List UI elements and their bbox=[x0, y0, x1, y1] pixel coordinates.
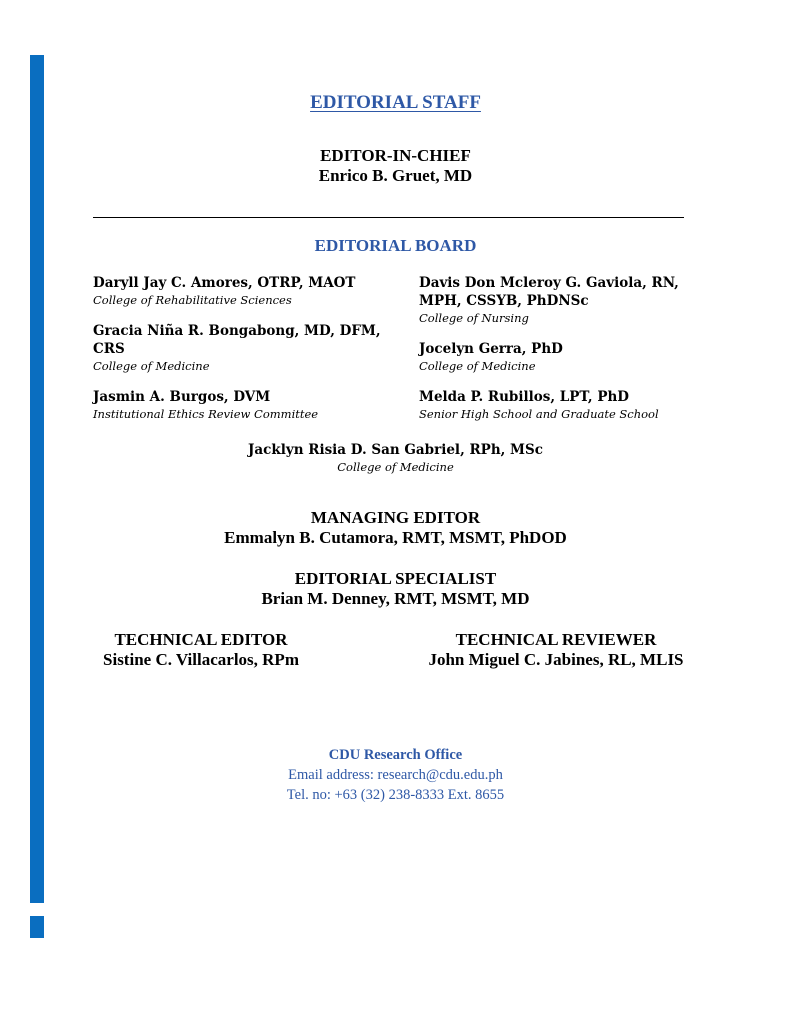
board-member bbox=[0, 441, 791, 476]
technical-reviewer-name: John Miguel C. Jabines, RL, MLIS bbox=[428, 650, 684, 669]
editor-in-chief-heading: EDITOR-IN-CHIEF bbox=[320, 146, 471, 165]
editorial-board-heading: EDITORIAL BOARD bbox=[314, 236, 477, 255]
board-member bbox=[419, 340, 719, 375]
office-email: Email address: research@cdu.edu.ph bbox=[288, 767, 503, 783]
board-member-name: Jasmin A. Burgos, DVM bbox=[93, 389, 271, 405]
board-member bbox=[93, 274, 393, 309]
board-member-affiliation: College of Medicine bbox=[337, 460, 454, 474]
board-member-name: Melda P. Rubillos, LPT, PhD bbox=[419, 389, 630, 405]
board-member bbox=[419, 388, 719, 423]
board-member-affiliation: College of Medicine bbox=[93, 359, 210, 373]
board-member bbox=[93, 388, 393, 423]
board-member bbox=[93, 322, 383, 375]
technical-editor-heading: TECHNICAL EDITOR bbox=[114, 630, 288, 649]
office-name: CDU Research Office bbox=[328, 747, 463, 763]
board-member-affiliation: College of Nursing bbox=[419, 311, 529, 325]
board-member-name: Jacklyn Risia D. San Gabriel, RPh, MSc bbox=[248, 442, 543, 458]
editor-in-chief-section bbox=[0, 146, 791, 186]
editorial-specialist-heading: EDITORIAL SPECIALIST bbox=[294, 569, 497, 588]
editor-in-chief-name: Enrico B. Gruet, MD bbox=[318, 166, 473, 185]
board-member-name: Gracia Niña R. Bongabong, MD, DFM, CRS bbox=[93, 323, 381, 357]
board-member-affiliation: College of Medicine bbox=[419, 359, 536, 373]
office-telephone: Tel. no: +63 (32) 238-8333 Ext. 8655 bbox=[286, 787, 505, 803]
board-member bbox=[419, 274, 699, 327]
technical-reviewer-heading: TECHNICAL REVIEWER bbox=[455, 630, 657, 649]
technical-editor-section bbox=[93, 630, 309, 670]
managing-editor-name: Emmalyn B. Cutamora, RMT, MSMT, PhDOD bbox=[224, 528, 567, 547]
editorial-specialist-section bbox=[0, 569, 791, 609]
technical-reviewer-section bbox=[419, 630, 693, 670]
page-title: EDITORIAL STAFF bbox=[310, 92, 481, 113]
left-accent-block bbox=[30, 916, 44, 938]
research-office-contact bbox=[0, 745, 791, 805]
managing-editor-section bbox=[0, 508, 791, 548]
technical-editor-name: Sistine C. Villacarlos, RPm bbox=[103, 650, 299, 669]
board-member-name: Davis Don Mcleroy G. Gaviola, RN, MPH, CSSYB, PhDNSc bbox=[419, 275, 679, 309]
board-member-affiliation: Institutional Ethics Review Committee bbox=[93, 407, 319, 421]
board-member-affiliation: College of Rehabilitative Sciences bbox=[93, 293, 292, 307]
editorial-specialist-name: Brian M. Denney, RMT, MSMT, MD bbox=[261, 589, 530, 608]
board-member-name: Daryll Jay C. Amores, OTRP, MAOT bbox=[93, 275, 356, 291]
board-member-name: Jocelyn Gerra, PhD bbox=[419, 341, 563, 357]
board-member-affiliation: Senior High School and Graduate School bbox=[419, 407, 659, 421]
managing-editor-heading: MANAGING EDITOR bbox=[310, 508, 481, 527]
section-divider bbox=[93, 217, 684, 218]
